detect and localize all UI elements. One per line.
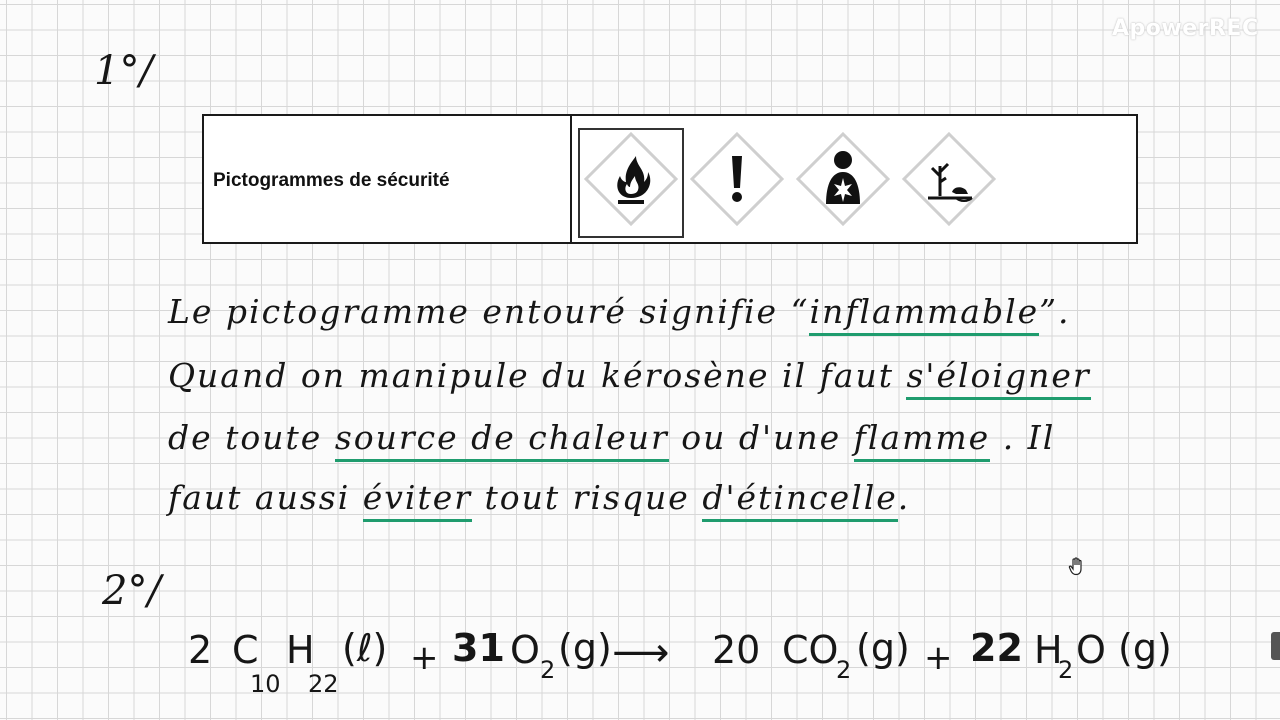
section-1-number: 1°/ bbox=[94, 48, 153, 94]
eq-hydrogen: H bbox=[286, 628, 315, 672]
environment-icon bbox=[896, 126, 1002, 232]
text-segment: Le pictogramme entouré signifie “ bbox=[168, 292, 810, 331]
table-label-cell bbox=[204, 116, 572, 242]
eq-coef-3: 20 bbox=[712, 628, 761, 672]
eq-coef-1: 2 bbox=[188, 628, 213, 672]
eq-oxygen-subscript: 2 bbox=[540, 656, 556, 684]
text-segment: de toute bbox=[168, 418, 335, 457]
scrollbar-handle[interactable] bbox=[1271, 632, 1280, 660]
paragraph-line-1 bbox=[168, 292, 1071, 331]
safety-pictograms-table bbox=[202, 114, 1138, 244]
eq-water-hydrogen: H bbox=[1034, 628, 1063, 672]
underlined-flamme: flamme bbox=[854, 418, 991, 462]
eq-plus-1: + bbox=[410, 638, 439, 678]
eq-arrow: ⟶ bbox=[612, 630, 670, 676]
text-segment: faut aussi bbox=[168, 478, 363, 517]
text-segment: tout risque bbox=[472, 478, 703, 517]
text-segment: Quand on manipule du kérosène il faut bbox=[168, 356, 907, 395]
underlined-inflammable: inflammable bbox=[809, 292, 1039, 336]
table-label: Pictogrammes de sécurité bbox=[213, 170, 450, 191]
section-2-number: 2°/ bbox=[102, 568, 161, 614]
underlined-eviter: éviter bbox=[363, 478, 472, 522]
eq-plus-2: + bbox=[924, 638, 953, 678]
eq-carbon-dioxide: CO bbox=[782, 628, 839, 672]
eq-state-gas-3: (g) bbox=[1118, 626, 1172, 670]
underlined-etincelle: d'étincelle bbox=[702, 478, 897, 522]
paragraph-line-2 bbox=[168, 356, 1091, 395]
hand-cursor-icon bbox=[1068, 556, 1086, 576]
underlined-source-de-chaleur: source de chaleur bbox=[335, 418, 669, 462]
eq-water-subscript: 2 bbox=[1058, 656, 1074, 684]
eq-water-oxygen: O bbox=[1076, 628, 1106, 672]
underlined-seloigner: s'éloigner bbox=[906, 356, 1090, 400]
eq-coef-4: 22 bbox=[970, 626, 1023, 670]
eq-state-liquid: (ℓ) bbox=[342, 626, 388, 670]
watermark: ApowerREC bbox=[1112, 16, 1259, 41]
text-segment: . bbox=[897, 478, 911, 517]
eq-carbon: C bbox=[232, 628, 259, 672]
paragraph-line-3 bbox=[168, 418, 1055, 457]
eq-carbon-subscript: 10 bbox=[250, 670, 281, 698]
eq-hydrogen-subscript: 22 bbox=[308, 670, 339, 698]
eq-coef-2: 31 bbox=[452, 626, 505, 670]
health-hazard-icon bbox=[790, 126, 896, 232]
eq-co2-subscript: 2 bbox=[836, 656, 852, 684]
eq-state-gas-2: (g) bbox=[856, 626, 910, 670]
exclamation-icon bbox=[684, 126, 790, 232]
text-segment: . Il bbox=[990, 418, 1056, 457]
text-segment: ”. bbox=[1039, 292, 1071, 331]
paragraph-line-4 bbox=[168, 478, 910, 517]
flame-icon bbox=[578, 126, 684, 232]
eq-state-gas-1: (g) bbox=[558, 626, 612, 670]
eq-oxygen: O bbox=[510, 628, 540, 672]
text-segment: ou d'une bbox=[668, 418, 854, 457]
